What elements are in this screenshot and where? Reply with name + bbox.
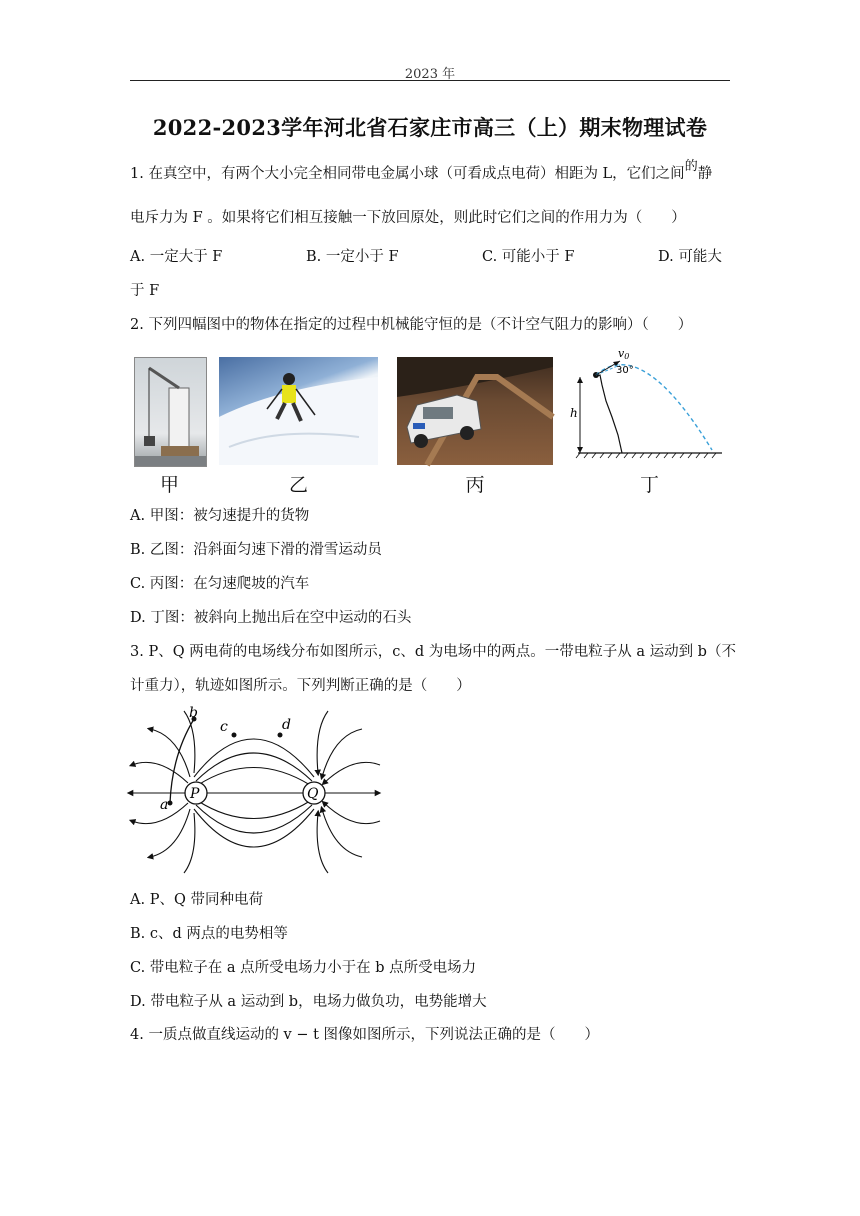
exam-title: 2022-2023学年河北省石家庄市高三（上）期末物理试卷 — [152, 115, 708, 140]
header-rule — [130, 80, 730, 81]
v0-sub: 0 — [624, 352, 630, 361]
v0-label — [618, 347, 629, 361]
q1-sup: 的 — [684, 159, 698, 174]
q1-option-b: B. 一定小于 F — [306, 249, 399, 265]
v0-main: v — [618, 347, 625, 360]
q2-option-a: A. 甲图：被匀速提升的货物 — [130, 508, 310, 524]
caption-jia: 甲 — [159, 474, 179, 496]
q1-line2: 电斥力为 F 。如果将它们相互接触一下放回原处，则此时它们之间的作用力为（ ） — [130, 210, 686, 226]
charge-p-label: P — [190, 786, 200, 802]
q3-option-a: A. P、Q 带同种电荷 — [130, 892, 263, 908]
caption-yi: 乙 — [288, 474, 308, 496]
crane-image — [135, 358, 206, 466]
q3-option-d: D. 带电粒子从 a 运动到 b，电场力做负功，电势能增大 — [130, 994, 487, 1010]
h-label: h — [570, 406, 578, 420]
q1-option-c: C. 可能小于 F — [482, 249, 575, 265]
point-a-label: a — [160, 797, 169, 813]
q2-stem: 2. 下列四幅图中的物体在指定的过程中机械能守恒的是（不计空气阻力的影响）（ ） — [130, 317, 693, 333]
q1-line1-end: 静 — [697, 166, 713, 182]
q1-line1 — [130, 159, 713, 185]
skier-photo — [219, 357, 378, 465]
q2-option-c: C. 丙图：在匀速爬坡的汽车 — [130, 576, 310, 592]
point-d-label: d — [282, 717, 291, 733]
crane-photo — [134, 357, 207, 467]
car-photo — [397, 357, 553, 465]
caption-ding: 丁 — [639, 474, 659, 496]
header-year: 2023 年 — [404, 67, 456, 82]
projectile-diagram — [572, 345, 727, 465]
skier-image — [219, 357, 378, 465]
q2-option-d: D. 丁图：被斜向上抛出后在空中运动的石头 — [130, 610, 412, 626]
q3-line1: 3. P、Q 两电荷的电场线分布如图所示，c、d 为电场中的两点。一带电粒子从 a 运动到 b（不 — [130, 644, 736, 660]
q1-option-d: D. 可能大 — [658, 249, 722, 265]
angle-label: 30° — [616, 365, 634, 376]
car-image — [397, 357, 553, 465]
electric-field-diagram — [128, 705, 390, 875]
q1-option-a: A. 一定大于 F — [130, 249, 223, 265]
charge-q-label: Q — [307, 786, 319, 802]
q3-option-c: C. 带电粒子在 a 点所受电场力小于在 b 点所受电场力 — [130, 960, 477, 976]
q3-option-b: B. c、d 两点的电势相等 — [130, 926, 288, 942]
q4-stem: 4. 一质点做直线运动的 v − t 图像如图所示，下列说法正确的是（ ） — [130, 1027, 600, 1043]
q3-line2: 计重力），轨迹如图所示。下列判断正确的是（ ） — [130, 678, 471, 694]
q2-option-b: B. 乙图：沿斜面匀速下滑的滑雪运动员 — [130, 542, 382, 558]
point-c-label: c — [220, 719, 228, 735]
caption-bing: 丙 — [465, 474, 485, 496]
q1-option-d-wrap: 于 F — [130, 283, 160, 299]
point-b-label: b — [189, 705, 198, 721]
q1-line1-text: 1. 在真空中，有两个大小完全相同带电金属小球（可看成点电荷）相距为 L，它们之间 — [130, 166, 685, 182]
